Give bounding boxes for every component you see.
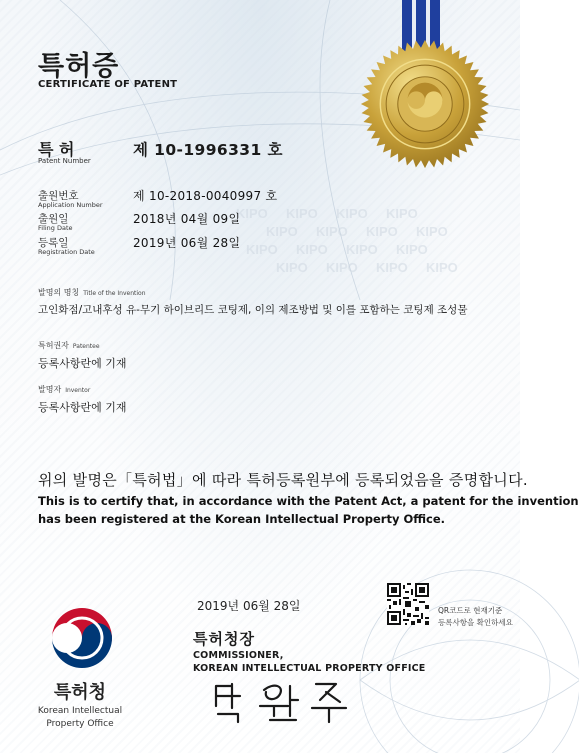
office-name-en-line: Property Office [46,719,114,729]
application-number-label: 출원번호 [38,190,79,202]
qr-code-icon[interactable] [387,583,429,625]
watermark-text: KIPO [396,242,428,257]
commissioner-title: 특허청장 [193,630,255,648]
filing-date-value: 2018년 04월 09일 [133,212,241,226]
issue-date: 2019년 06월 28일 [197,599,301,613]
registration-date-value: 2019년 06월 28일 [133,236,241,250]
watermark-text: KIPO [296,242,328,257]
patentee-value: 등록사항란에 기재 [38,357,127,370]
watermark-text: KIPO [326,260,358,275]
filing-date-label: 출원일 [38,213,69,225]
commissioner-signature [208,676,358,724]
qr-note-line: QR코드로 현재기준 [438,606,503,615]
patent-number-label-en: Patent Number [38,157,91,165]
office-name-en-line: Korean Intellectual [37,706,123,716]
watermark-text: KIPO [236,206,268,221]
watermark-text: KIPO [336,206,368,221]
watermark-text: KIPO [316,224,348,239]
watermark-text: KIPO [246,242,278,257]
watermark-text: KIPO [376,260,408,275]
inventor-label: 발명자 Inventor [38,385,91,394]
application-number-label-en: Application Number [38,201,103,209]
watermark-text: KIPO [346,242,378,257]
certification-statement-ko: 위의 발명은「특허법」에 따라 특허등록원부에 등록되었음을 증명합니다. [38,471,528,489]
patent-number-label: 특 허 [38,140,75,159]
patent-number-value: 제 10-1996331 호 [133,141,283,159]
watermark-text: KIPO [366,224,398,239]
application-number-value: 제 10-2018-0040997 호 [133,189,278,203]
certificate-title-en: CERTIFICATE OF PATENT [38,79,178,90]
kipo-logo-icon [50,606,114,670]
qr-note-line: 등록사항을 확인하세요 [438,618,513,627]
inventor-value: 등록사항란에 기재 [38,401,127,414]
invention-title-label: 발명의 명칭 Title of the Invention [38,288,146,297]
certificate-title: 특허증 [38,51,120,82]
certification-statement-en-line: This is to certify that, in accordance with the Patent Act, a patent for the invention [38,494,579,508]
office-name-ko: 특허청 [53,682,107,703]
certification-statement-en-line: has been registered at the Korean Intellectual Property Office. [38,512,446,526]
watermark-text: KIPO [276,260,308,275]
watermark-text: KIPO [286,206,318,221]
invention-title-value: 고인화점/고내후성 유-무기 하이브리드 코팅제, 이의 제조방법 및 이를 포함하는 코팅제 조성물 [38,304,468,316]
gold-seal-icon [357,36,493,172]
registration-date-label: 등록일 [38,237,69,249]
patentee-label: 특허권자 Patentee [38,341,100,350]
watermark-text: KIPO [416,224,448,239]
watermark-text: KIPO [386,206,418,221]
watermark-text: KIPO [426,260,458,275]
commissioner-title-en-line: KOREAN INTELLECTUAL PROPERTY OFFICE [193,663,426,674]
filing-date-label-en: Filing Date [38,224,73,232]
commissioner-title-en-line: COMMISSIONER, [193,650,284,661]
watermark-text: KIPO [266,224,298,239]
registration-date-label-en: Registration Date [38,248,95,256]
